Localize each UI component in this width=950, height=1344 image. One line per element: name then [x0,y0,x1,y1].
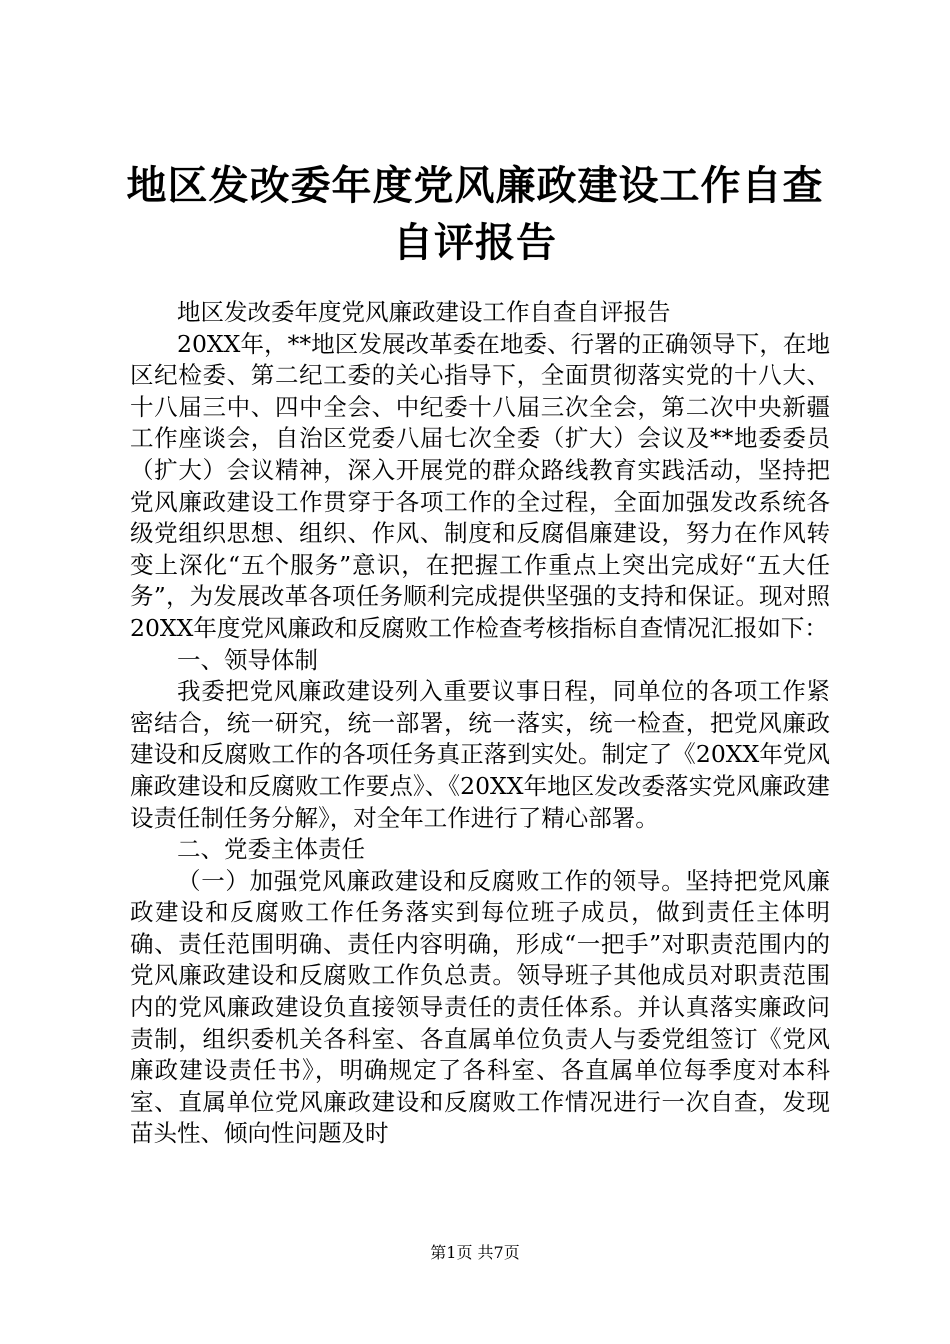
paragraph-intro: 20XX年，**地区发展改革委在地委、行署的正确领导下，在地区纪检委、第二纪工委的关心指导下，全面贯彻落实党的十八大、十八届三中、四中全会、中纪委十八届三次全会，第二次中央新疆工作座谈会，自治区党委八届七次全委（扩大）会议及**地委委员（扩大）会议精神，深入开展党的群众路线教育实践活动，坚持把党风廉政建设工作贯穿于各项工作的全过程，全面加强发改系统各级党组织思想、组织、作风、制度和反腐倡廉建设，努力在作风转变上深化“五个服务”意识，在把握工作重点上突出完成好“五大任务”，为发展改革各项任务顺利完成提供坚强的支持和保证。现对照20XX年度党风廉政和反腐败工作检查考核指标自查情况汇报如下： [130,329,830,642]
document-title: 地区发改委年度党风廉政建设工作自查自评报告 [126,162,824,266]
document-body [130,297,830,1150]
page-footer: 第1页 共7页 [430,1243,520,1262]
paragraph-responsibility: （一）加强党风廉政建设和反腐败工作的领导。坚持把党风廉政建设和反腐败工作任务落实到每位班子成员，做到责任主体明确、责任范围明确、责任内容明确，形成“一把手”对职责范围内的党风廉政建设和反腐败工作负总责。领导班子其他成员对职责范围内的党风廉政建设负直接领导责任的责任体系。并认真落实廉政问责制，组织委机关各科室、各直属单位负责人与委党组签订《党风廉政建设责任书》，明确规定了各科室、各直属单位每季度对本科室、直属单位党风廉政建设和反腐败工作情况进行一次自查，发现苗头性、倾向性问题及时 [130,866,830,1148]
paragraph-subtitle: 地区发改委年度党风廉政建设工作自查自评报告 [177,298,671,326]
paragraph-leadership: 我委把党风廉政建设列入重要议事日程，同单位的各项工作紧密结合，统一研究，统一部署，统一落实，统一检查，把党风廉政建设和反腐败工作的各项任务真正落到实处。制定了《20XX年党风廉政建设和反腐败工作要点》、《20XX年地区发改委落实党风廉政建设责任制任务分解》，对全年工作进行了精心部署。 [130,677,830,832]
section-heading-leadership: 一、领导体制 [177,645,318,674]
section-heading-responsibility: 二、党委主体责任 [177,835,365,864]
